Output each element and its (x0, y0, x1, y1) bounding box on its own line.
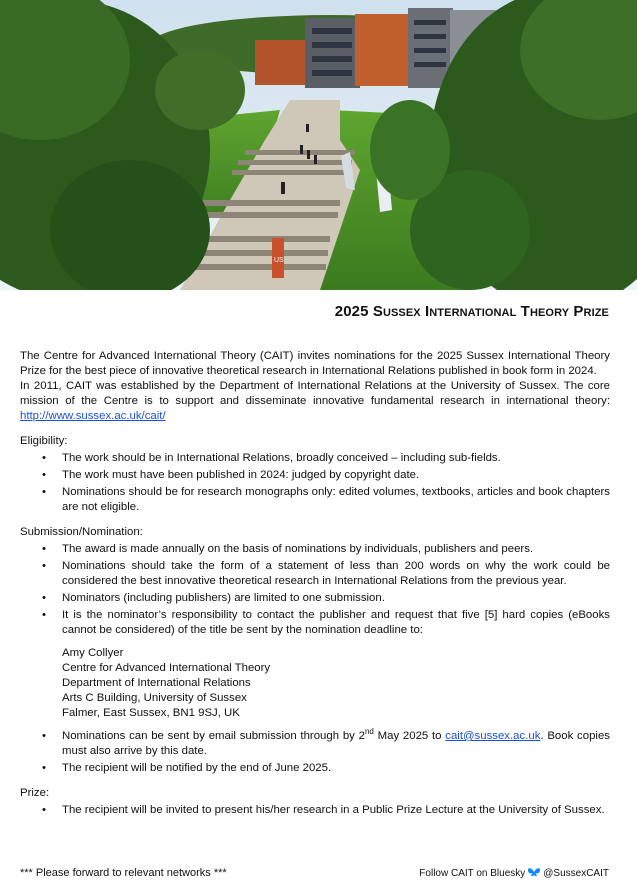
address-line: Arts C Building, University of Sussex (62, 692, 247, 704)
history-text: In 2011, CAIT was established by the Department of International Relations at the University of Sussex. The core mission of the Centre is to support and disseminate innovative fundamental research in international theory: (20, 380, 610, 407)
campus-photo (0, 0, 637, 290)
cait-website-link[interactable]: http://www.sussex.ac.uk/cait/ (20, 410, 166, 422)
intro-paragraph: The Centre for Advanced International Theory (CAIT) invites nominations for the 2025 Sussex International Theory Prize for the best piece of innovative theoretical research in International Relations published in book form in 2024. (20, 350, 610, 377)
list-item: • Nominators (including publishers) are limited to one submission. (62, 591, 610, 606)
follow-text: Follow CAIT on Bluesky (419, 867, 526, 879)
email-text-pre: Nominations can be sent by email submission through by 2 (62, 730, 365, 742)
address-line: Falmer, East Sussex, BN1 9SJ, UK (62, 707, 240, 719)
submission-list-cont (20, 729, 610, 776)
list-item: • The work should be in International Relations, broadly conceived – including sub-fields. (62, 451, 610, 466)
prize-label: Prize: (20, 787, 50, 799)
list-item: • Nominations should be for research monographs only: edited volumes, textbooks, articles and book chapters are not eligible. (62, 485, 610, 515)
email-text-post: . Book copies must also arrive by this date. (62, 730, 610, 757)
list-item: • Nominations should take the form of a statement of less than 200 words on why the work could be considered the best innovative theoretical research in International Relations from the previous year. (62, 559, 610, 589)
document-title: 2025 Sussex International Theory Prize (334, 303, 609, 320)
history-paragraph (20, 379, 610, 424)
list-item: • It is the nominator’s responsibility to contact the publisher and request that five [5] hard copies (eBooks cannot be considered) of the title be sent by the nomination deadline to: (62, 608, 610, 638)
footer (20, 867, 609, 879)
list-item: • The recipient will be notified by the end of June 2025. (62, 761, 610, 776)
list-item: • The recipient will be invited to present his/her research in a Public Prize Lecture at the University of Sussex. (62, 803, 610, 818)
list-item: • The work must have been published in 2024: judged by copyright date. (62, 468, 610, 483)
email-link[interactable]: cait@sussex.ac.uk (445, 730, 541, 742)
eligibility-label: Eligibility: (20, 435, 68, 447)
eligibility-list (20, 451, 610, 515)
banner-text: US (274, 257, 284, 264)
butterfly-icon (527, 867, 541, 879)
bluesky-handle: @SussexCAIT (543, 867, 609, 879)
document-body (20, 349, 610, 820)
submission-list (20, 542, 610, 638)
list-item (62, 729, 610, 759)
address-line: Centre for Advanced International Theory (62, 662, 271, 674)
address-line: Amy Collyer (62, 647, 124, 659)
address-line: Department of International Relations (62, 677, 251, 689)
email-text-sup: nd (364, 727, 374, 737)
mailing-address (62, 646, 610, 721)
forward-note: *** Please forward to relevant networks *** (20, 867, 227, 879)
list-item: • The award is made annually on the basis of nominations by individuals, publishers and peers. (62, 542, 610, 557)
submission-label: Submission/Nomination: (20, 526, 143, 538)
email-text-mid: May 2025 to (373, 730, 446, 742)
bluesky-follow[interactable] (419, 867, 609, 879)
prize-list (20, 803, 610, 818)
